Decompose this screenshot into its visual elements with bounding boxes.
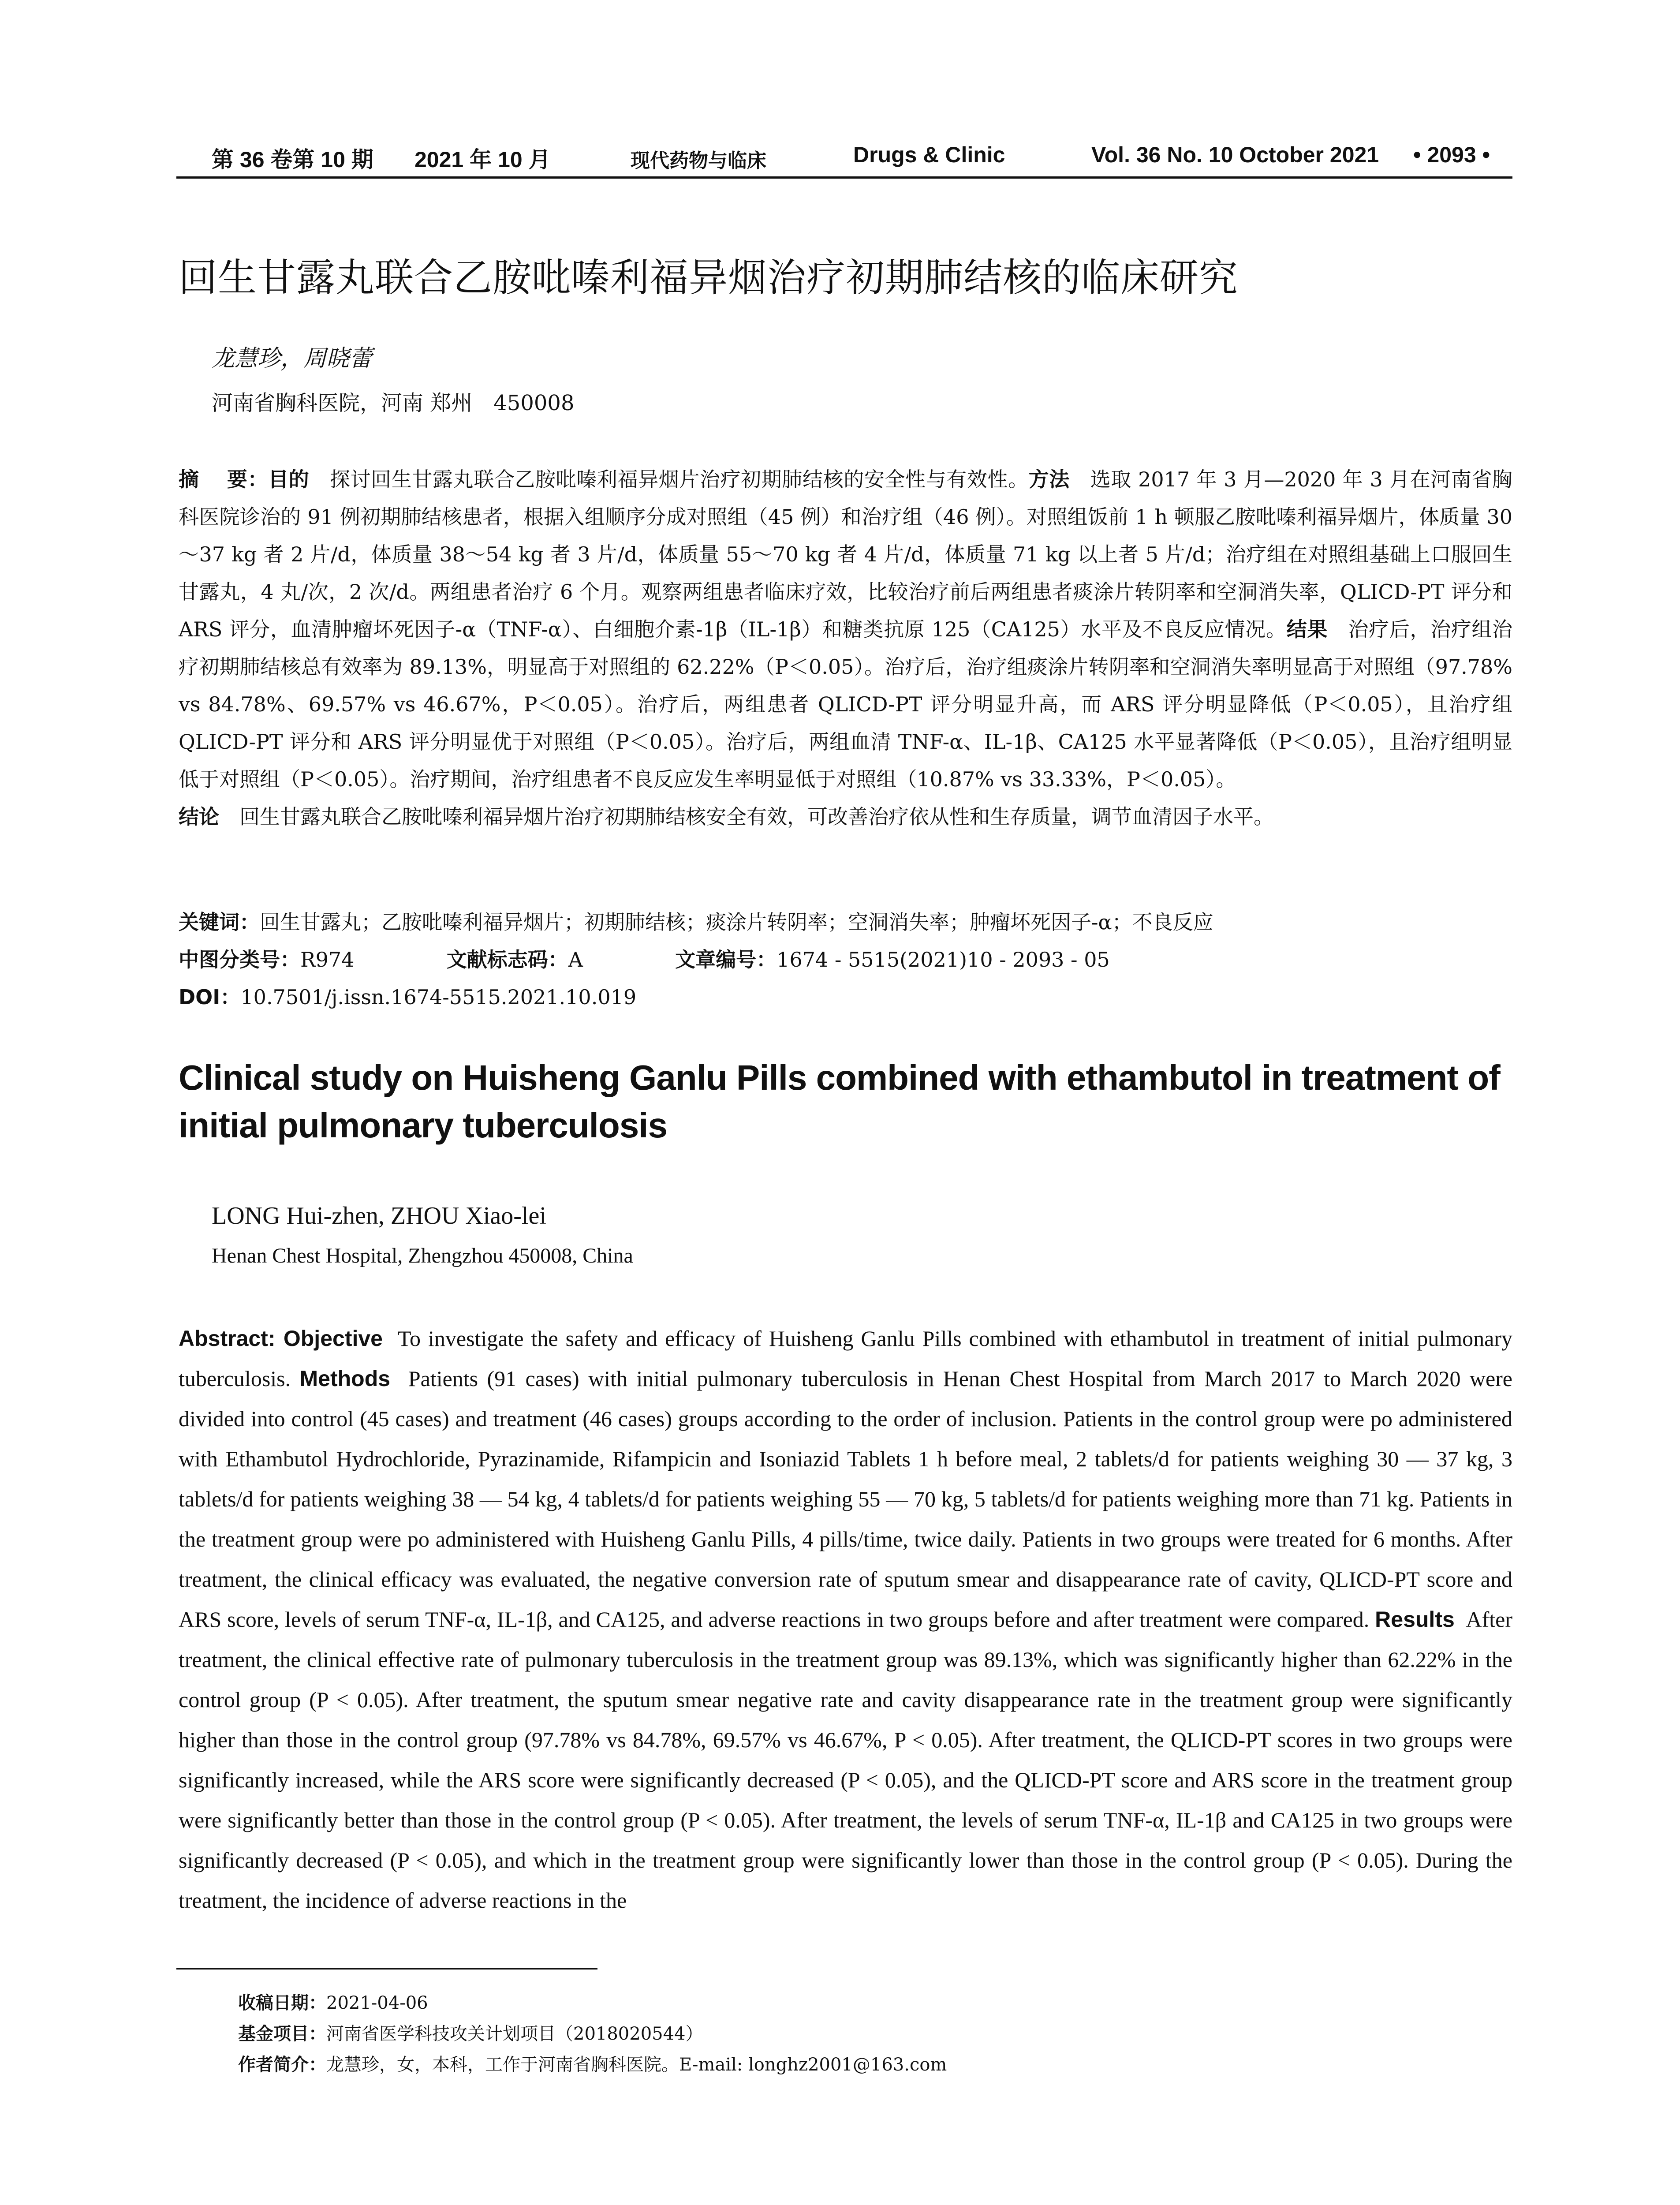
en-results-text: After treatment, the clinical effective rate of pulmonary tuberculosis in the treatment group was 89.13%, which was significantly higher than 62.22% in the control group (P < 0.05). After treatment, the sputum smear negative rate and cavity disappearance rate in the treatment group were significantly higher than those in the control group (97.78% vs 84.78%, 69.57% vs 46.67%, P < 0.05). After treatment, the QLICD-PT scores in two groups were significantly increased, while the ARS score were significantly decreased (P < 0.05), and the QLICD-PT score and ARS score in the treatment group were significantly better than those in the control group (P < 0.05). After treatment, the levels of serum TNF-α, IL-1β and CA125 in two groups were significantly decreased (P < 0.05), and which in the treatment group were significantly lower than those in the control group (P < 0.05). During the treatment, the incidence of adverse reactions in the: [179, 1607, 1513, 1913]
cn-keywords: [179, 906, 1213, 935]
fund-text: 河南省医学科技攻关计划项目（2018020544）: [326, 2024, 703, 2044]
cn-doi-value: 10.7501/j.issn.1674-5515.2021.10.019: [240, 985, 637, 1009]
running-header: [176, 142, 1512, 177]
footnote-fund: [238, 2020, 703, 2045]
header-rule: [176, 176, 1512, 179]
cn-results-label: 结果: [1286, 617, 1328, 641]
cn-keywords-text: 回生甘露丸；乙胺吡嗪利福异烟片；初期肺结核；痰涂片转阴率；空洞消失率；肿瘤坏死因子-α；不良反应: [260, 910, 1213, 934]
header-journal-en: Drugs & Clinic: [853, 142, 1005, 167]
cn-results-text: 治疗后，治疗组治疗初期肺结核总有效率为 89.13%，明显高于对照组的 62.22%（P＜0.05）。治疗后，治疗组痰涂片转阴率和空洞消失率明显高于对照组（97.78% vs 84.78%、69.57% vs 46.67%，P＜0.05）。治疗后，两组患者 QLICD-PT 评分明显升高，而 ARS 评分明显降低（P＜0.05），且治疗组 QLICD-PT 评分和 ARS 评分明显优于对照组（P＜0.05）。治疗后，两组血清 TNF-α、IL-1β、CA125 水平显著降低（P＜0.05），且治疗组明显低于对照组（P＜0.05）。治疗期间，治疗组患者不良反应发生率明显低于对照组（10.87% vs 33.33%，P＜0.05）。: [179, 617, 1512, 791]
en-methods-text: Patients (91 cases) with initial pulmonary tuberculosis in Henan Chest Hospital from March 2017 to March 2020 were divided into control (45 cases) and treatment (46 cases) groups according to the order of inclusion. Patients in the control group were po administered with Ethambutol Hydrochloride, Pyrazinamide, Rifampicin and Isoniazid Tablets 1 h before meal, 2 tablets/d for patients weighing 30 — 37 kg, 3 tablets/d for patients weighing 38 — 54 kg, 4 tablets/d for patients weighing 55 — 70 kg, 5 tablets/d for patients weighing more than 71 kg. Patients in the treatment group were po administered with Huisheng Ganlu Pills, 4 pills/time, twice daily. Patients in two groups were treated for 6 months. After treatment, the clinical efficacy was evaluated, the negative conversion rate of sputum smear and disappearance rate of cavity, QLICD-PT score and ARS score, levels of serum TNF-α, IL-1β, and CA125, and adverse reactions in two groups before and after treatment were compared.: [179, 1366, 1512, 1632]
en-abstract: Abstract: Objective To investigate the safety and efficacy of Huisheng Ganlu Pills combined with ethambutol in treatment of initial pulmonary tuberculosis. Methods Patients (91 cases) with initial pulmonary tuberculosis in Henan Chest Hospital from March 2017 to March 2020 were divided into control (45 cases) and treatment (46 cases) groups according to the order of inclusion. Patients in the control group were po administered with Ethambutol Hydrochloride, Pyrazinamide, Rifampicin and Isoniazid Tablets 1 h before meal, 2 tablets/d for patients weighing 30 — 37 kg, 3 tablets/d for patients weighing 38 — 54 kg, 4 tablets/d for patients weighing 55 — 70 kg, 5 tablets/d for patients weighing more than 71 kg. Patients in the treatment group were po administered with Huisheng Ganlu Pills, 4 pills/time, twice daily. Patients in two groups were treated for 6 months. After treatment, the clinical efficacy was evaluated, the negative conversion rate of sputum smear and disappearance rate of cavity, QLICD-PT score and ARS score, levels of serum TNF-α, IL-1β, and CA125, and adverse reactions in two groups before and after treatment were compared. Results After treatment, the clinical effective rate of pulmonary tuberculosis in the treatment group was 89.13%, which was significantly higher than 62.22% in the control group (P < 0.05). After treatment, the sputum smear negative rate and cavity disappearance rate in the treatment group were significantly higher than those in the control group (97.78% vs 84.78%, 69.57% vs 46.67%, P < 0.05). After treatment, the QLICD-PT scores in two groups were significantly increased, while the ARS score were significantly decreased (P < 0.05), and the QLICD-PT score and ARS score in the treatment group were significantly better than those in the control group (P < 0.05). After treatment, the levels of serum TNF-α, IL-1β and CA125 in two groups were significantly decreased (P < 0.05), and which in the treatment group were significantly lower than those in the control group (P < 0.05). During the treatment, the incidence of adverse reactions in the: [179, 1326, 1513, 1913]
cn-doc-code-value: A: [568, 948, 583, 972]
cn-keywords-label: 关键词：: [179, 910, 260, 934]
header-journal-cn: 现代药物与临床: [631, 149, 766, 172]
footnote-received: [238, 1989, 428, 2014]
received-date: 2021-04-06: [326, 1993, 428, 2013]
cn-methods-label: 方法: [1028, 467, 1070, 491]
cn-conclusion-label: 结论: [179, 805, 219, 829]
en-objective-label: Objective: [283, 1326, 383, 1351]
en-results-label: Results: [1375, 1607, 1455, 1632]
cn-title: 回生甘露丸联合乙胺吡嗪利福异烟治疗初期肺结核的临床研究: [179, 255, 1239, 300]
header-date-cn: 2021 年 10 月: [414, 147, 551, 172]
cn-doc-code-label: 文献标志码：: [446, 948, 568, 972]
cn-classification: [179, 944, 1110, 973]
author-bio-label: 作者简介：: [238, 2055, 326, 2075]
cn-objective-label: 目的: [268, 467, 310, 491]
en-abstract-label: Abstract: [179, 1326, 268, 1351]
footnote-rule: [176, 1968, 597, 1970]
header-volume-en: Vol. 36 No. 10 October 2021: [1091, 142, 1379, 167]
cn-conclusion-text: 回生甘露丸联合乙胺吡嗪利福异烟片治疗初期肺结核安全有效，可改善治疗依从性和生存质量，调节血清因子水平。: [239, 805, 1274, 829]
en-affiliation: Henan Chest Hospital, Zhengzhou 450008, China: [212, 1244, 633, 1267]
cn-doi: [179, 981, 636, 1010]
cn-article-no-label: 文章编号：: [675, 948, 777, 972]
cn-objective-text: 探讨回生甘露丸联合乙胺吡嗪利福异烟片治疗初期肺结核的安全性与有效性。: [329, 467, 1029, 491]
author-bio-text: 龙慧珍，女，本科，工作于河南省胸科医院。E-mail: longhz2001@163.com: [326, 2055, 947, 2075]
header-page-number: • 2093 •: [1413, 142, 1490, 167]
en-title: Clinical study on Huisheng Ganlu Pills combined with ethambutol in treatment of initial pulmonary tuberculosis: [179, 1058, 1500, 1145]
cn-clc-value: R974: [300, 948, 355, 972]
header-volume-cn: 第 36 卷第 10 期: [212, 147, 373, 172]
cn-clc-label: 中图分类号：: [179, 948, 300, 972]
cn-methods-text: 选取 2017 年 3 月—2020 年 3 月在河南省胸科医院诊治的 91 例初期肺结核患者，根据入组顺序分成对照组（45 例）和治疗组（46 例）。对照组饭前 1 h 顿服乙胺吡嗪利福异烟片，体质量 30～37 kg 者 2 片/d，体质量 38～54 kg 者 3 片/d，体质量 55～70 kg 者 4 片/d，体质量 71 kg 以上者 5 片/d；治疗组在对照组基础上口服回生甘露丸，4 丸/次，2 次/d。两组患者治疗 6 个月。观察两组患者临床疗效，比较治疗前后两组患者痰涂片转阴率和空洞消失率，QLICD-PT 评分和 ARS 评分，血清肿瘤坏死因子-α（TNF-α）、白细胞介素-1β（IL-1β）和糖类抗原 125（CA125）水平及不良反应情况。: [179, 467, 1513, 641]
cn-doi-label: DOI：: [179, 985, 241, 1009]
en-methods-label: Methods: [299, 1366, 391, 1391]
cn-affiliation: 河南省胸科医院，河南 郑州 450008: [212, 391, 575, 415]
cn-article-no-value: 1674 - 5515(2021)10 - 2093 - 05: [777, 948, 1110, 972]
en-authors: LONG Hui-zhen, ZHOU Xiao-lei: [212, 1202, 546, 1230]
fund-label: 基金项目：: [238, 2024, 326, 2044]
cn-authors: 龙慧珍，周晓蕾: [212, 345, 373, 372]
cn-abstract: [179, 461, 1512, 836]
cn-abstract-label: 摘 要：: [179, 467, 269, 491]
footnote-author: [238, 2051, 947, 2076]
en-objective-text: To investigate the safety and efficacy of Huisheng Ganlu Pills combined with ethambutol in treatment of initial pulmonary tuberculosis.: [179, 1326, 1513, 1391]
received-label: 收稿日期：: [238, 1993, 326, 2013]
